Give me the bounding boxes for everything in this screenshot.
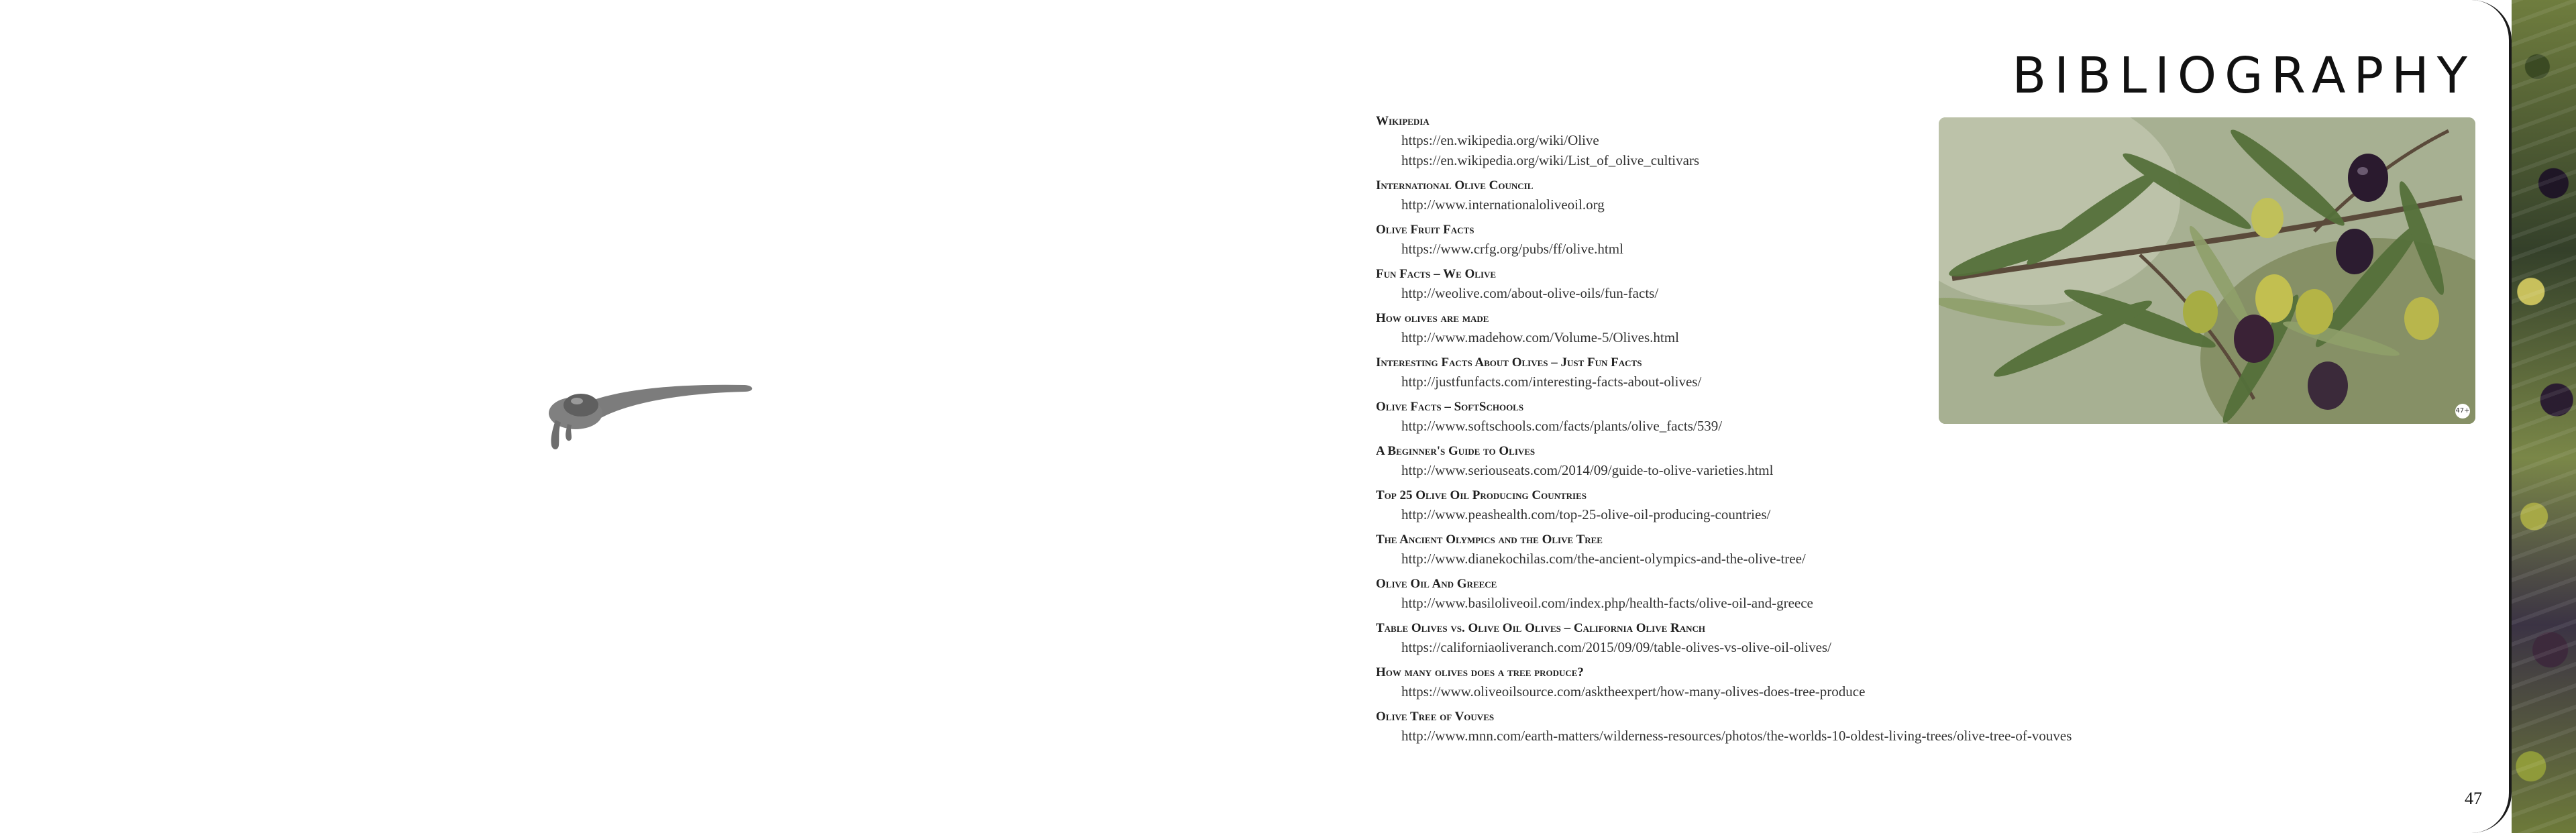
bibliography-entry: [1376, 354, 2282, 392]
bibliography-entry: [1376, 398, 2282, 436]
entry-url[interactable]: http://www.madehow.com/Volume-5/Olives.html: [1401, 329, 1679, 345]
photo-badge: 47+: [2455, 404, 2470, 419]
entry-url[interactable]: http://justfunfacts.com/interesting-facts-about-olives/: [1401, 374, 1702, 390]
bibliography-entry: [1376, 487, 2282, 524]
entry-title: Wikipedia: [1376, 114, 1430, 128]
entry-title: How olives are made: [1376, 311, 1489, 325]
entry-title: Table Olives vs. Olive Oil Olives – California Olive Ranch: [1376, 621, 1706, 635]
entry-url[interactable]: http://www.basiloliveoil.com/index.php/health-facts/olive-oil-and-greece: [1401, 595, 1813, 611]
page-number: 47: [2465, 789, 2482, 808]
entry-title: Olive Tree of Vouves: [1376, 710, 1495, 724]
entry-url[interactable]: http://www.mnn.com/earth-matters/wilderness-resources/photos/the-worlds-10-oldest-living-trees/olive-tree-of-vouves: [1401, 728, 2072, 744]
entry-url[interactable]: http://www.seriouseats.com/2014/09/guide-to-olive-varieties.html: [1401, 462, 1774, 478]
entry-title: International Olive Council: [1376, 178, 1534, 192]
bibliography-entry: [1376, 177, 2282, 215]
bibliography-entry: [1376, 664, 2282, 702]
entry-title: Top 25 Olive Oil Producing Countries: [1376, 488, 1587, 502]
entry-url[interactable]: https://en.wikipedia.org/wiki/Olive: [1401, 132, 1599, 148]
bibliography-entry: [1376, 531, 2282, 569]
entry-title: Fun Facts – We Olive: [1376, 267, 1497, 281]
entry-title: A Beginner's Guide to Olives: [1376, 444, 1536, 458]
entry-title: Olive Fruit Facts: [1376, 223, 1474, 237]
bibliography-entry: [1376, 620, 2282, 657]
bibliography-entry: [1376, 575, 2282, 613]
entry-title: The Ancient Olympics and the Olive Tree: [1376, 533, 1603, 547]
entry-url[interactable]: https://en.wikipedia.org/wiki/List_of_olive_cultivars: [1401, 152, 1700, 168]
entry-url[interactable]: http://weolive.com/about-olive-oils/fun-facts/: [1401, 285, 1659, 301]
edge-olive-photo: [2512, 0, 2576, 833]
bibliography-list: [1376, 113, 2282, 753]
entry-title: How many olives does a tree produce?: [1376, 665, 1584, 679]
olive-spoon-illustration: [543, 376, 758, 456]
entry-url[interactable]: https://www.oliveoilsource.com/asktheexpert/how-many-olives-does-tree-produce: [1401, 683, 1866, 700]
bibliography-entry: [1376, 708, 2282, 746]
entry-url[interactable]: https://californiaoliveranch.com/2015/09/09/table-olives-vs-olive-oil-olives/: [1401, 639, 1831, 655]
entry-title: Interesting Facts About Olives – Just Fun Facts: [1376, 355, 1642, 370]
entry-title: Olive Oil And Greece: [1376, 577, 1497, 591]
bibliography-entry: [1376, 221, 2282, 259]
entry-url[interactable]: http://www.peashealth.com/top-25-olive-oil-producing-countries/: [1401, 506, 1771, 522]
bibliography-entry: [1376, 113, 2282, 170]
bibliography-entry: [1376, 310, 2282, 347]
entry-url[interactable]: http://www.dianekochilas.com/the-ancient-olympics-and-the-olive-tree/: [1401, 551, 1806, 567]
entry-url[interactable]: https://www.crfg.org/pubs/ff/olive.html: [1401, 241, 1623, 257]
entry-title: Olive Facts – SoftSchools: [1376, 400, 1524, 414]
bibliography-entry: [1376, 443, 2282, 480]
entry-url[interactable]: http://www.softschools.com/facts/plants/olive_facts/539/: [1401, 418, 1723, 434]
entry-url[interactable]: http://www.internationaloliveoil.org: [1401, 197, 1605, 213]
page-title: BIBLIOGRAPHY: [2012, 47, 2475, 105]
bibliography-entry: [1376, 266, 2282, 303]
